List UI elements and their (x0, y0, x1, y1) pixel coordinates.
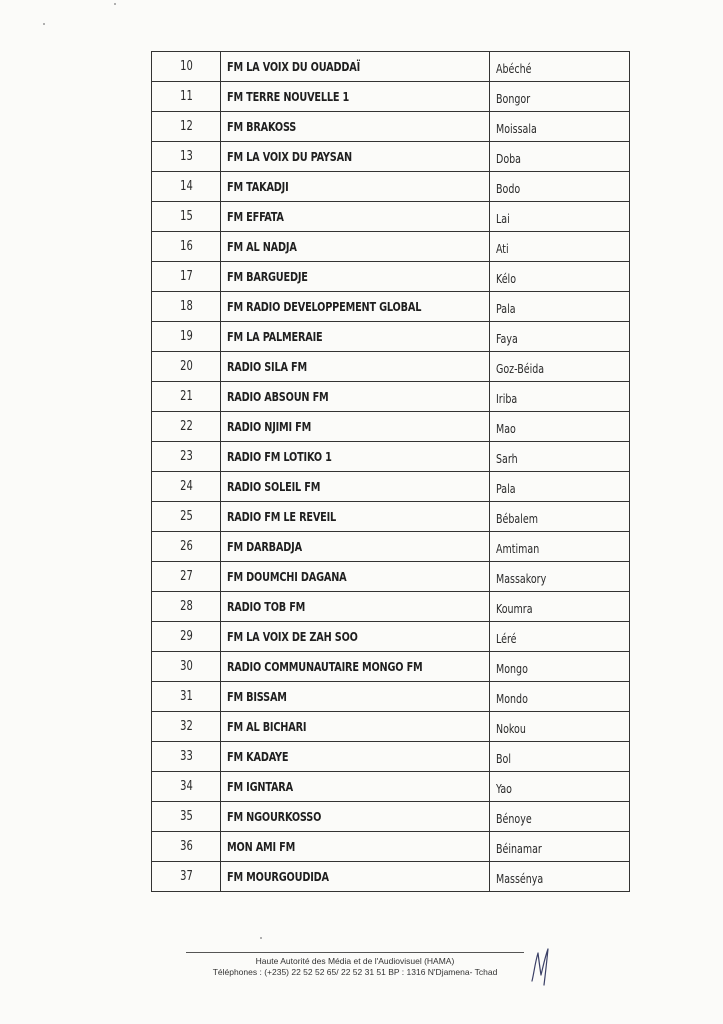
station-city (490, 322, 630, 352)
station-city-text: Moissala (496, 122, 537, 136)
row-number (152, 82, 221, 112)
row-number (152, 112, 221, 142)
station-name-text: FM EFFATA (227, 209, 284, 224)
stations-table (151, 51, 630, 892)
row-number (152, 262, 221, 292)
station-city (490, 802, 630, 832)
station-city-text: Pala (496, 482, 516, 496)
row-number-text: 19 (179, 329, 193, 344)
station-name-text: FM AL BICHARI (227, 719, 307, 734)
row-number (152, 802, 221, 832)
scan-speck (43, 23, 45, 25)
row-number (152, 532, 221, 562)
station-name-text: FM AL NADJA (227, 239, 297, 254)
station-city (490, 202, 630, 232)
station-name-text: RADIO FM LE REVEIL (227, 509, 337, 524)
table-row (152, 412, 630, 442)
station-city (490, 832, 630, 862)
scan-speck (114, 3, 116, 5)
row-number-text: 20 (179, 359, 193, 374)
row-number (152, 592, 221, 622)
row-number-text: 12 (179, 119, 193, 134)
station-name (221, 742, 490, 772)
station-city (490, 82, 630, 112)
row-number-text: 17 (179, 269, 193, 284)
table-row (152, 862, 630, 892)
station-name (221, 712, 490, 742)
row-number (152, 832, 221, 862)
station-city (490, 562, 630, 592)
row-number-text: 13 (179, 149, 193, 164)
station-city (490, 262, 630, 292)
row-number (152, 202, 221, 232)
station-city-text: Massénya (496, 872, 544, 886)
table-row (152, 442, 630, 472)
row-number-text: 15 (179, 209, 193, 224)
station-name-text: FM LA VOIX DU PAYSAN (227, 149, 352, 164)
station-name (221, 682, 490, 712)
row-number-text: 21 (179, 389, 193, 404)
station-city (490, 712, 630, 742)
station-city-text: Bénoye (496, 812, 532, 826)
station-city (490, 112, 630, 142)
row-number-text: 16 (179, 239, 193, 254)
table-row (152, 712, 630, 742)
row-number-text: 11 (179, 89, 193, 104)
row-number (152, 652, 221, 682)
station-city-text: Koumra (496, 602, 533, 616)
table-row (152, 322, 630, 352)
station-name-text: FM NGOURKOSSO (227, 809, 322, 824)
station-city-text: Ati (496, 242, 509, 256)
row-number-text: 33 (179, 749, 193, 764)
station-name-text: FM KADAYE (227, 749, 289, 764)
station-name (221, 442, 490, 472)
station-city (490, 862, 630, 892)
row-number (152, 382, 221, 412)
station-city-text: Mao (496, 422, 516, 436)
table-row (152, 562, 630, 592)
station-name (221, 232, 490, 262)
footer (170, 956, 540, 978)
station-name-text: FM TAKADJI (227, 179, 289, 194)
station-city-text: Lai (496, 212, 510, 226)
table-row (152, 382, 630, 412)
table-row (152, 772, 630, 802)
station-name (221, 352, 490, 382)
station-city-text: Béinamar (496, 842, 542, 856)
station-city (490, 682, 630, 712)
station-name (221, 562, 490, 592)
station-city-text: Sarh (496, 452, 518, 466)
station-name-text: RADIO FM LOTIKO 1 (227, 449, 332, 464)
row-number (152, 502, 221, 532)
table-row (152, 292, 630, 322)
station-name (221, 502, 490, 532)
station-name (221, 802, 490, 832)
row-number (152, 862, 221, 892)
table-row (152, 802, 630, 832)
row-number-text: 22 (179, 419, 193, 434)
station-name (221, 772, 490, 802)
row-number-text: 25 (179, 509, 193, 524)
station-name (221, 412, 490, 442)
table-row (152, 352, 630, 382)
station-name (221, 52, 490, 82)
station-city (490, 652, 630, 682)
station-city-text: Kélo (496, 272, 517, 286)
row-number-text: 27 (179, 569, 193, 584)
table-row (152, 502, 630, 532)
row-number-text: 32 (179, 719, 193, 734)
footer-organization: Haute Autorité des Média et de l'Audiovisuel (HAMA) (255, 956, 455, 966)
station-name (221, 112, 490, 142)
footer-contact: Téléphones : (+235) 22 52 52 65/ 22 52 31 51 BP : 1316 N'Djamena- Tchad (212, 967, 498, 977)
row-number-text: 35 (179, 809, 193, 824)
station-city (490, 292, 630, 322)
station-name (221, 82, 490, 112)
station-name-text: FM LA PALMERAIE (227, 329, 323, 344)
row-number (152, 292, 221, 322)
row-number (152, 142, 221, 172)
station-city-text: Mondo (496, 692, 528, 706)
table-row (152, 232, 630, 262)
station-city (490, 412, 630, 442)
station-name (221, 202, 490, 232)
station-city-text: Bodo (496, 182, 521, 196)
station-name-text: RADIO TOB FM (227, 599, 306, 614)
station-name-text: FM LA VOIX DE ZAH SOO (227, 629, 358, 644)
station-city-text: Bébalem (496, 512, 538, 526)
row-number (152, 712, 221, 742)
table-row (152, 592, 630, 622)
station-name-text: FM DARBADJA (227, 539, 302, 554)
station-city-text: Pala (496, 302, 516, 316)
station-city-text: Doba (496, 152, 521, 166)
station-city-text: Yao (496, 782, 512, 796)
row-number-text: 31 (179, 689, 193, 704)
row-number-text: 28 (179, 599, 193, 614)
station-name-text: RADIO SOLEIL FM (227, 479, 321, 494)
station-city (490, 622, 630, 652)
station-city (490, 142, 630, 172)
row-number (152, 472, 221, 502)
station-name (221, 172, 490, 202)
station-name-text: RADIO SILA FM (227, 359, 308, 374)
row-number-text: 37 (179, 869, 193, 884)
station-name-text: FM MOURGOUDIDA (227, 869, 329, 884)
station-name-text: RADIO ABSOUN FM (227, 389, 329, 404)
row-number (152, 412, 221, 442)
station-city (490, 742, 630, 772)
station-city (490, 502, 630, 532)
table-row (152, 112, 630, 142)
station-city (490, 442, 630, 472)
station-city (490, 382, 630, 412)
row-number (152, 232, 221, 262)
station-name-text: FM LA VOIX DU OUADDAÏ (227, 59, 361, 74)
station-city-text: Bongor (496, 92, 531, 106)
station-name (221, 862, 490, 892)
station-name (221, 142, 490, 172)
table-row (152, 472, 630, 502)
row-number-text: 36 (179, 839, 193, 854)
station-city-text: Nokou (496, 722, 526, 736)
station-city-text: Léré (496, 632, 517, 646)
station-name (221, 652, 490, 682)
row-number-text: 18 (179, 299, 193, 314)
station-name-text: FM DOUMCHI DAGANA (227, 569, 347, 584)
station-name-text: FM IGNTARA (227, 779, 293, 794)
row-number-text: 29 (179, 629, 193, 644)
station-name-text: FM BISSAM (227, 689, 287, 704)
station-name-text: FM BARGUEDJE (227, 269, 308, 284)
station-name-text: FM BRAKOSS (227, 119, 297, 134)
table-row (152, 262, 630, 292)
table-row (152, 202, 630, 232)
signature-mark (526, 945, 554, 987)
footer-divider (186, 952, 524, 953)
row-number-text: 14 (179, 179, 193, 194)
station-name (221, 592, 490, 622)
station-name (221, 382, 490, 412)
row-number-text: 24 (179, 479, 193, 494)
station-name (221, 472, 490, 502)
row-number-text: 23 (179, 449, 193, 464)
table-row (152, 172, 630, 202)
stations-table-body (152, 52, 630, 892)
row-number (152, 52, 221, 82)
station-name (221, 832, 490, 862)
table-row (152, 832, 630, 862)
row-number (152, 172, 221, 202)
row-number (152, 742, 221, 772)
station-city (490, 472, 630, 502)
station-city (490, 532, 630, 562)
row-number (152, 442, 221, 472)
station-name-text: MON AMI FM (227, 839, 296, 854)
station-name (221, 292, 490, 322)
table-row (152, 52, 630, 82)
row-number-text: 10 (179, 59, 193, 74)
station-name (221, 322, 490, 352)
station-city (490, 232, 630, 262)
station-city-text: Amtiman (496, 542, 540, 556)
table-row (152, 82, 630, 112)
station-city-text: Mongo (496, 662, 528, 676)
station-city (490, 592, 630, 622)
station-name (221, 262, 490, 292)
row-number-text: 34 (179, 779, 193, 794)
row-number (152, 682, 221, 712)
table-row (152, 622, 630, 652)
row-number-text: 30 (179, 659, 193, 674)
station-city-text: Abéché (496, 62, 532, 76)
station-name-text: RADIO COMMUNAUTAIRE MONGO FM (227, 659, 423, 674)
station-city (490, 352, 630, 382)
station-city-text: Goz-Béida (496, 362, 545, 376)
station-name-text: RADIO NJIMI FM (227, 419, 312, 434)
table-row (152, 532, 630, 562)
row-number (152, 622, 221, 652)
row-number-text: 26 (179, 539, 193, 554)
station-city-text: Iriba (496, 392, 518, 406)
station-city (490, 772, 630, 802)
station-city-text: Massakory (496, 572, 547, 586)
row-number (152, 772, 221, 802)
station-city (490, 172, 630, 202)
table-row (152, 652, 630, 682)
row-number (152, 562, 221, 592)
station-name (221, 532, 490, 562)
scan-speck (260, 937, 262, 939)
table-row (152, 682, 630, 712)
station-name-text: FM RADIO DEVELOPPEMENT GLOBAL (227, 299, 422, 314)
station-city (490, 52, 630, 82)
station-name-text: FM TERRE NOUVELLE 1 (227, 89, 350, 104)
table-row (152, 742, 630, 772)
station-city-text: Faya (496, 332, 518, 346)
station-city-text: Bol (496, 752, 511, 766)
row-number (152, 322, 221, 352)
table-row (152, 142, 630, 172)
station-name (221, 622, 490, 652)
row-number (152, 352, 221, 382)
